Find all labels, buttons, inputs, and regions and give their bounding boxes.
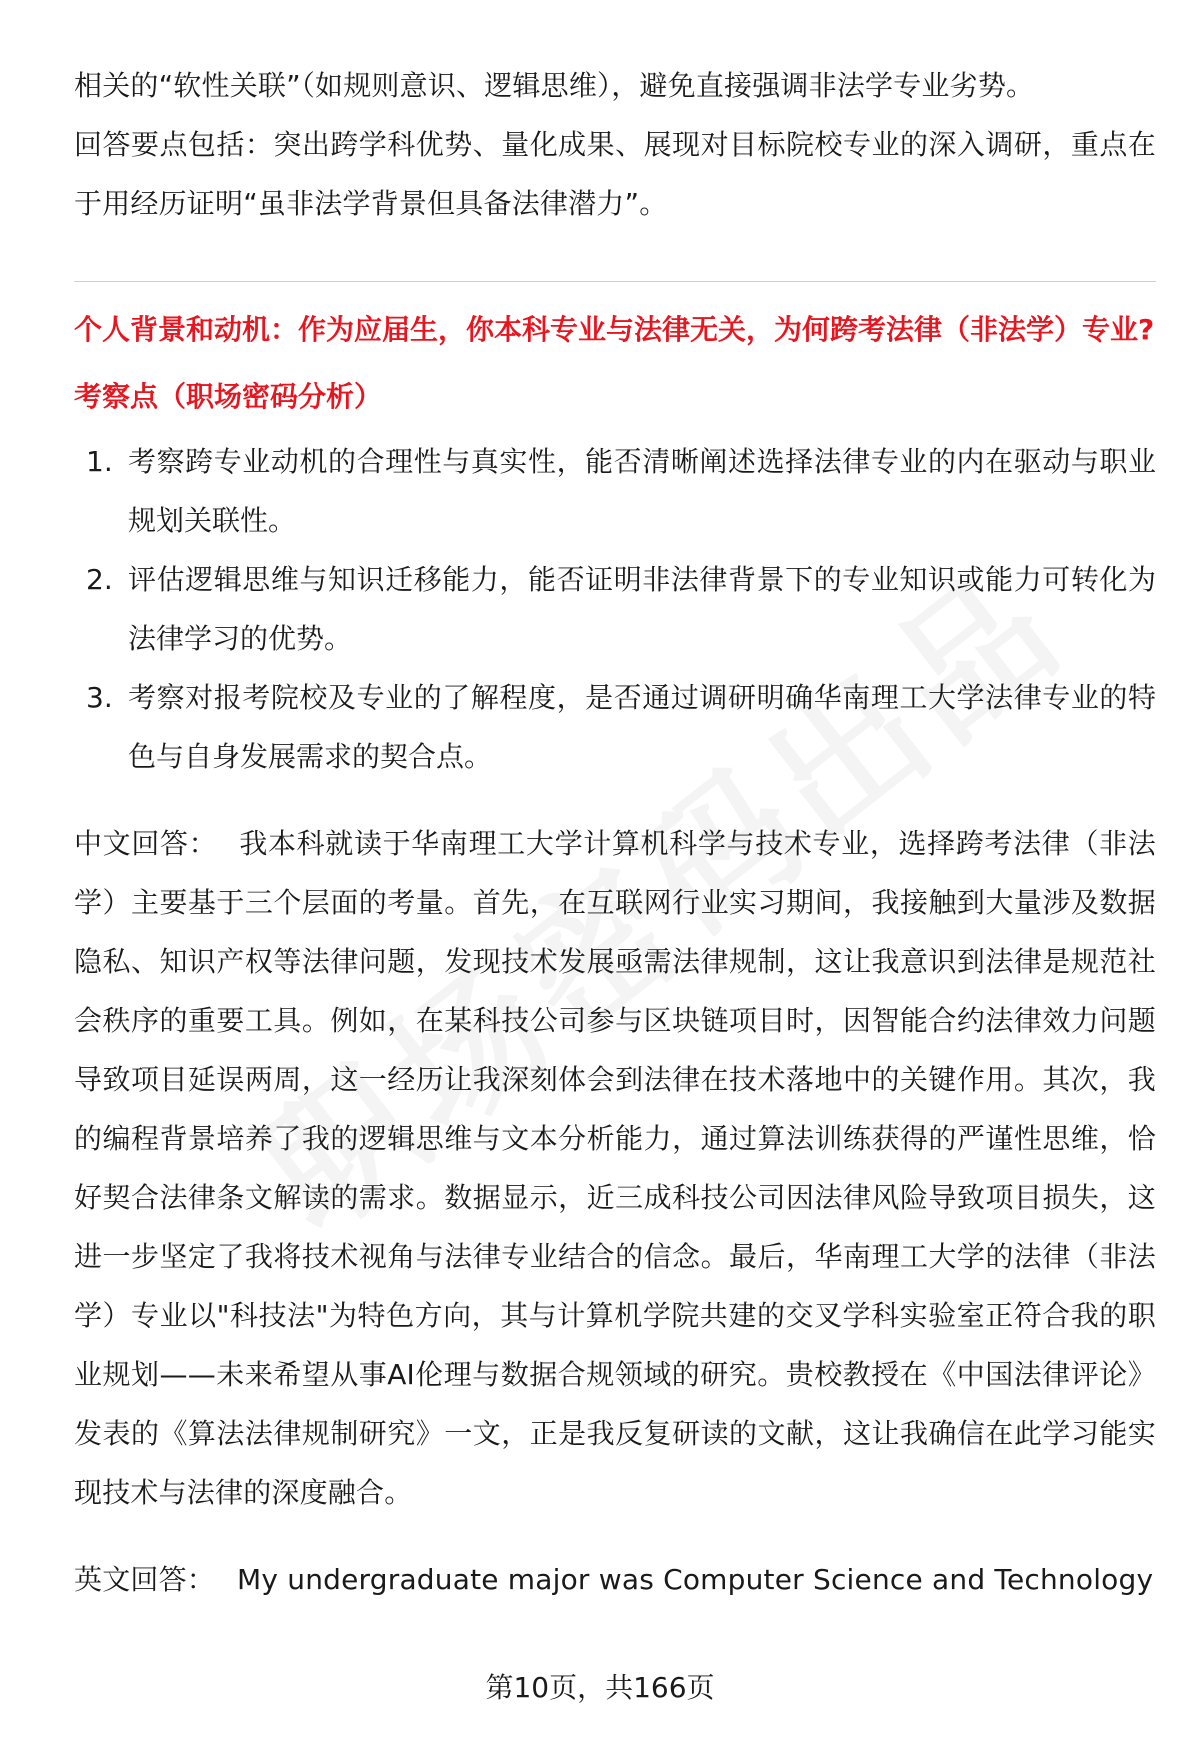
intro-paragraph: [74, 56, 1156, 233]
analysis-point: [74, 550, 1156, 668]
point-text: 考察对报考院校及专业的了解程度，是否通过调研明确华南理工大学法律专业的特色与自身发展需求的契合点。: [128, 681, 1156, 773]
point-text: 考察跨专业动机的合理性与真实性，能否清晰阐述选择法律专业的内在驱动与职业规划关联性。: [128, 445, 1156, 537]
section-divider: [74, 281, 1156, 282]
english-answer: [74, 1550, 1156, 1609]
english-answer-label: 英文回答：: [74, 1563, 216, 1596]
point-number: 2.: [86, 563, 113, 596]
analysis-heading: 考察点（职场密码分析）: [74, 380, 383, 413]
chinese-answer-label: 中文回答：: [74, 827, 218, 860]
point-number: 3.: [86, 681, 113, 714]
point-number: 1.: [86, 445, 113, 478]
page-content: [74, 56, 1156, 1609]
analysis-point: [74, 668, 1156, 786]
question-title: 个人背景和动机：作为应届生，你本科专业与法律无关，为何跨考法律（非法学）专业?: [74, 313, 1155, 346]
page-footer: 第10页，共166页: [485, 1671, 715, 1704]
intro-line-2: 回答要点包括：突出跨学科优势、量化成果、展现对目标院校专业的深入调研，重点在于用经历证明“虽非法学背景但具备法律潜力”。: [74, 128, 1156, 220]
analysis-points-list: [74, 432, 1156, 786]
intro-line-1: 相关的“软性关联”（如规则意识、逻辑思维），避免直接强调非法学专业劣势。: [74, 69, 1035, 102]
chinese-answer: [74, 814, 1156, 1522]
english-answer-text: My undergraduate major was Computer Science and Technology: [237, 1563, 1154, 1596]
chinese-answer-text: 我本科就读于华南理工大学计算机科学与技术专业，选择跨考法律（非法学）主要基于三个层面的考量。首先，在互联网行业实习期间，我接触到大量涉及数据隐私、知识产权等法律问题，发现技术发展亟需法律规制，这让我意识到法律是规范社会秩序的重要工具。例如，在某科技公司参与区块链项目时，因智能合约法律效力问题导致项目延误两周，这一经历让我深刻体会到法律在技术落地中的关键作用。其次，我的编程背景培养了我的逻辑思维与文本分析能力，通过算法训练获得的严谨性思维，恰好契合法律条文解读的需求。数据显示，近三成科技公司因法律风险导致项目损失，这进一步坚定了我将技术视角与法律专业结合的信念。最后，华南理工大学的法律（非法学）专业以"科技法"为特色方向，其与计算机学院共建的交叉学科实验室正符合我的职业规划——未来希望从事AI伦理与数据合规领域的研究。贵校教授在《中国法律评论》发表的《算法法律规制研究》一文，正是我反复研读的文献，这让我确信在此学习能实现技术与法律的深度融合。: [74, 827, 1156, 1509]
analysis-point: [74, 432, 1156, 550]
point-text: 评估逻辑思维与知识迁移能力，能否证明非法律背景下的专业知识或能力可转化为法律学习的优势。: [128, 563, 1156, 655]
